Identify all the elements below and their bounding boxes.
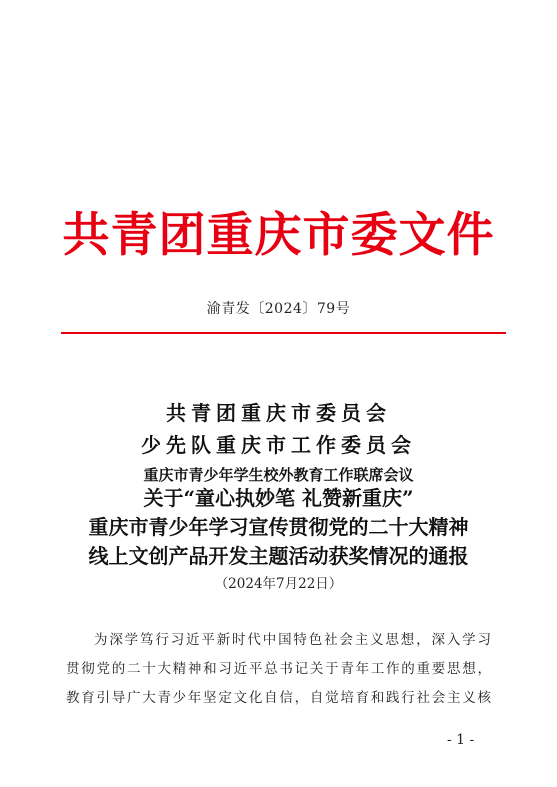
body-line: 教育引导广大青少年坚定文化自信，自觉培育和践行社会主义核 xyxy=(66,690,491,706)
title-line: 关于“童心执妙笔 礼赞新重庆” xyxy=(143,486,414,510)
page-number: - 1 - xyxy=(447,732,475,748)
red-divider xyxy=(61,332,506,334)
body-paragraph xyxy=(66,626,491,713)
document-title xyxy=(0,484,557,571)
title-line: 线上文创产品开发主题活动获奖情况的通报 xyxy=(88,544,469,568)
issuer-line: 重庆市青少年学生校外教育工作联席会议 xyxy=(143,466,414,484)
title-line: 重庆市青少年学习宣传贯彻党的二十大精神 xyxy=(88,515,469,539)
issuer-line: 共青团重庆市委员会 xyxy=(166,401,391,425)
issuer-line: 少先队重庆市工作委员会 xyxy=(141,433,416,457)
document-number: 渝青发〔2024〕79号 xyxy=(206,301,351,317)
masthead-title: 共青团重庆市委文件 xyxy=(62,208,495,263)
body-line: 为深学笃行习近平新时代中国特色社会主义思想，深入学习 xyxy=(94,632,491,648)
issuer-block xyxy=(0,397,557,489)
body-line: 贯彻党的二十大精神和习近平总书记关于青年工作的重要思想， xyxy=(66,661,491,677)
issue-date: （2024年7月22日） xyxy=(214,576,343,592)
